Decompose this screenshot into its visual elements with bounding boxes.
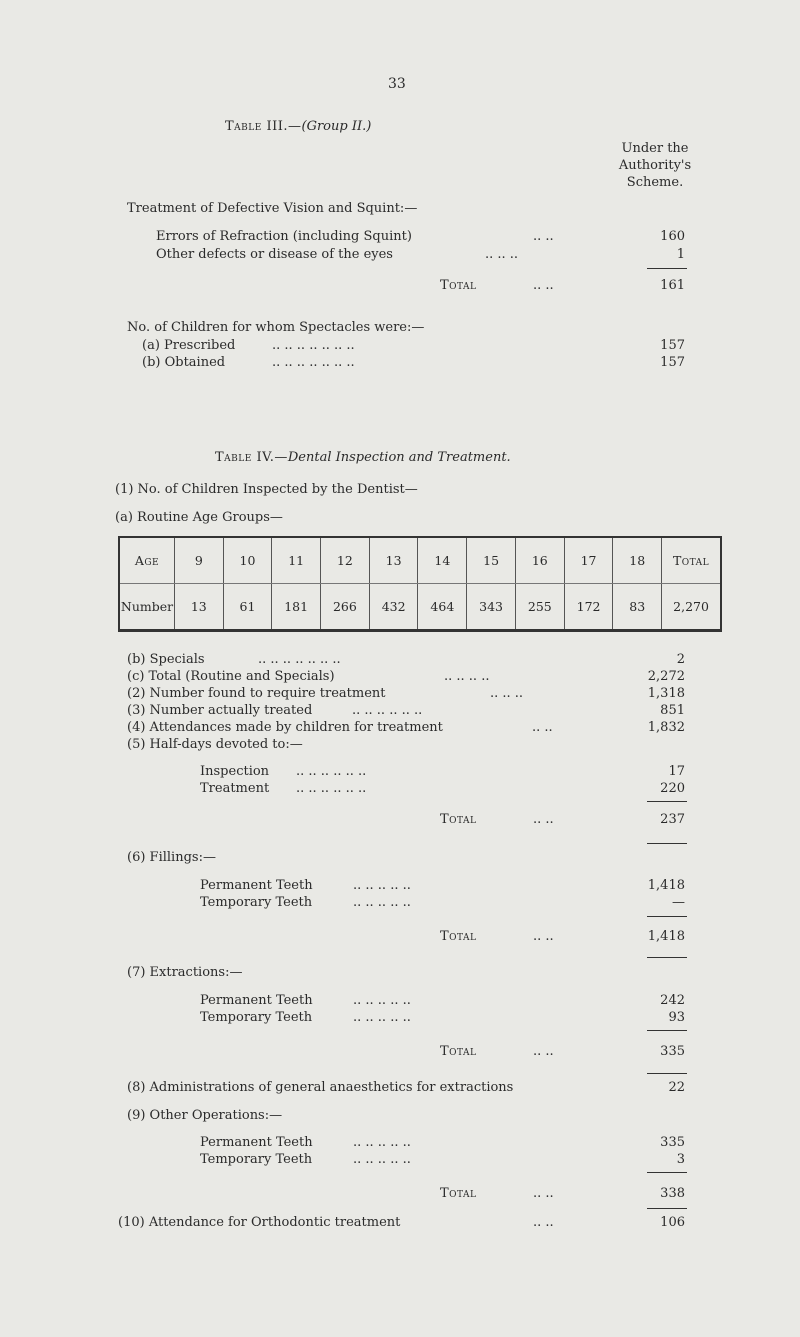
leader-dots: .. .. — [533, 929, 554, 944]
leader-dots: .. .. .. .. .. — [353, 1152, 411, 1167]
extractions-row-value: 93 — [668, 1010, 685, 1025]
half-days-row-value: 17 — [668, 764, 685, 779]
spectacles-row-value: 157 — [660, 355, 685, 370]
leader-dots: .. .. — [533, 1044, 554, 1059]
age-header-cell: 18 — [613, 537, 662, 584]
spectacles-row-label: (b) Obtained — [142, 355, 226, 370]
leader-dots: .. .. — [533, 278, 554, 293]
age-header-cell: 17 — [564, 537, 613, 584]
age-header-cell: 12 — [321, 537, 370, 584]
table-iii-title — [225, 119, 371, 134]
age-number-cell: 83 — [613, 584, 662, 631]
leader-dots: .. .. .. .. .. .. — [296, 764, 367, 779]
other-operations-row-value: 335 — [660, 1135, 685, 1150]
total-value: 1,418 — [647, 929, 685, 944]
age-number-cell: 343 — [467, 584, 516, 631]
column-header-line-2: Authority's — [618, 158, 692, 173]
leader-dots: .. .. — [533, 812, 554, 827]
leader-dots: .. .. — [532, 720, 553, 735]
other-operations-heading: (9) Other Operations:— — [127, 1108, 283, 1123]
fillings-row-value: — — [672, 895, 685, 910]
total-rule — [647, 1208, 687, 1209]
anaesthetics-value: 22 — [668, 1080, 685, 1095]
age-number-cell: 432 — [369, 584, 418, 631]
age-header-cell: 13 — [369, 537, 418, 584]
other-operations-row-label: Temporary Teeth — [200, 1152, 313, 1167]
table-iv-title — [215, 450, 511, 465]
spectacles-row-value: 157 — [660, 338, 685, 353]
leader-dots: .. .. .. .. .. — [353, 1010, 411, 1025]
leader-dots: .. .. — [533, 1186, 554, 1201]
leader-dots: .. .. .. .. .. — [353, 1135, 411, 1150]
leader-dots: .. .. .. .. .. — [353, 895, 411, 910]
age-number-cell: 255 — [515, 584, 564, 631]
summary-line-label: (b) Specials — [127, 652, 205, 667]
summary-line-value: 1,318 — [647, 686, 685, 701]
total-value: 237 — [660, 812, 685, 827]
leader-dots: .. .. .. .. .. .. .. — [272, 355, 355, 370]
page-number: 33 — [388, 76, 406, 92]
leader-dots: .. .. .. .. .. .. — [296, 781, 367, 796]
summary-line-value: 2 — [676, 652, 685, 667]
age-number-cell: 181 — [272, 584, 321, 631]
vision-row-value: 1 — [676, 247, 685, 262]
age-number-cell: 464 — [418, 584, 467, 631]
subtotal-rule — [647, 916, 687, 917]
half-days-row-label: Treatment — [200, 781, 270, 796]
fillings-heading: (6) Fillings:— — [127, 850, 216, 865]
age-header-cell: 10 — [223, 537, 272, 584]
age-header-cell: Age — [119, 537, 174, 584]
vision-row-label: Errors of Refraction (including Squint) — [156, 229, 412, 244]
total-label: Total — [440, 812, 477, 827]
column-header — [600, 140, 710, 191]
total-rule — [647, 843, 687, 844]
column-header-line-1: Under the — [621, 141, 689, 156]
vision-section-heading: Treatment of Defective Vision and Squint:— — [127, 201, 418, 216]
age-header-cell: 11 — [272, 537, 321, 584]
spectacles-heading: No. of Children for whom Spectacles were:— — [127, 320, 425, 335]
total-rule — [647, 957, 687, 958]
leader-dots: .. .. — [533, 229, 554, 244]
leader-dots: .. .. .. .. — [444, 669, 490, 684]
summary-line-value: 2,272 — [647, 669, 685, 684]
column-header-line-3: Scheme. — [626, 175, 684, 190]
age-header-cell: 9 — [174, 537, 223, 584]
total-label: Total — [440, 1186, 477, 1201]
age-number-cell: 2,270 — [662, 584, 721, 631]
vision-row-value: 160 — [660, 229, 685, 244]
total-rule — [647, 1073, 687, 1074]
half-days-row-value: 220 — [660, 781, 685, 796]
fillings-row-label: Permanent Teeth — [200, 878, 313, 893]
summary-line-label: (c) Total (Routine and Specials) — [127, 669, 335, 684]
orthodontic-value: 106 — [660, 1215, 685, 1230]
anaesthetics-label: (8) Administrations of general anaesthetics for extractions — [127, 1080, 514, 1095]
half-days-row-label: Inspection — [200, 764, 270, 779]
table-iii-title-group: (Group II.) — [301, 119, 372, 134]
age-header-cell: 16 — [515, 537, 564, 584]
leader-dots: .. .. .. .. .. .. .. — [258, 652, 341, 667]
age-header-row — [119, 537, 721, 584]
leader-dots: .. .. .. .. .. — [353, 878, 411, 893]
age-header-cell: Total — [662, 537, 721, 584]
summary-line-label: (3) Number actually treated — [127, 703, 313, 718]
extractions-row-label: Temporary Teeth — [200, 1010, 313, 1025]
leader-dots: .. .. .. — [490, 686, 524, 701]
subtotal-rule — [647, 801, 687, 802]
table-iv-title-prefix: Table IV.— — [215, 450, 288, 465]
summary-line-label: (4) Attendances made by children for treatment — [127, 720, 443, 735]
total-value: 161 — [660, 278, 685, 293]
item-1a: (a) Routine Age Groups— — [115, 510, 283, 525]
fillings-row-value: 1,418 — [647, 878, 685, 893]
total-value: 338 — [660, 1186, 685, 1201]
age-header-cell: 15 — [467, 537, 516, 584]
table-iii-title-prefix: Table III.— — [225, 119, 302, 134]
total-label: Total — [440, 929, 477, 944]
item-1: (1) No. of Children Inspected by the Dentist— — [115, 482, 418, 497]
age-number-cell: 61 — [223, 584, 272, 631]
total-label: Total — [440, 278, 477, 293]
summary-line-value: 851 — [660, 703, 685, 718]
table-iv-title-italic: Dental Inspection and Treatment. — [287, 450, 511, 465]
other-operations-row-label: Permanent Teeth — [200, 1135, 313, 1150]
fillings-row-label: Temporary Teeth — [200, 895, 313, 910]
total-label: Total — [440, 1044, 477, 1059]
leader-dots: .. .. .. .. .. — [353, 993, 411, 1008]
age-number-cell: 13 — [174, 584, 223, 631]
half-days-heading: (5) Half-days devoted to:— — [127, 737, 303, 752]
spectacles-row-label: (a) Prescribed — [142, 338, 236, 353]
leader-dots: .. .. — [533, 1215, 554, 1230]
leader-dots: .. .. .. .. .. .. .. — [272, 338, 355, 353]
age-groups-table — [118, 536, 722, 632]
extractions-row-label: Permanent Teeth — [200, 993, 313, 1008]
summary-line-label: (2) Number found to require treatment — [127, 686, 386, 701]
extractions-heading: (7) Extractions:— — [127, 965, 243, 980]
vision-row-label: Other defects or disease of the eyes — [156, 247, 393, 262]
subtotal-rule — [647, 1030, 687, 1031]
age-number-cell: Number — [119, 584, 174, 631]
summary-line-value: 1,832 — [647, 720, 685, 735]
total-value: 335 — [660, 1044, 685, 1059]
extractions-row-value: 242 — [660, 993, 685, 1008]
age-number-row — [119, 584, 721, 631]
leader-dots: .. .. .. .. .. .. — [352, 703, 423, 718]
subtotal-rule — [647, 1172, 687, 1173]
age-header-cell: 14 — [418, 537, 467, 584]
age-number-cell: 172 — [564, 584, 613, 631]
orthodontic-label: (10) Attendance for Orthodontic treatment — [118, 1215, 401, 1230]
subtotal-rule — [647, 268, 687, 269]
other-operations-row-value: 3 — [676, 1152, 685, 1167]
leader-dots: .. .. .. — [485, 247, 519, 262]
age-number-cell: 266 — [321, 584, 370, 631]
